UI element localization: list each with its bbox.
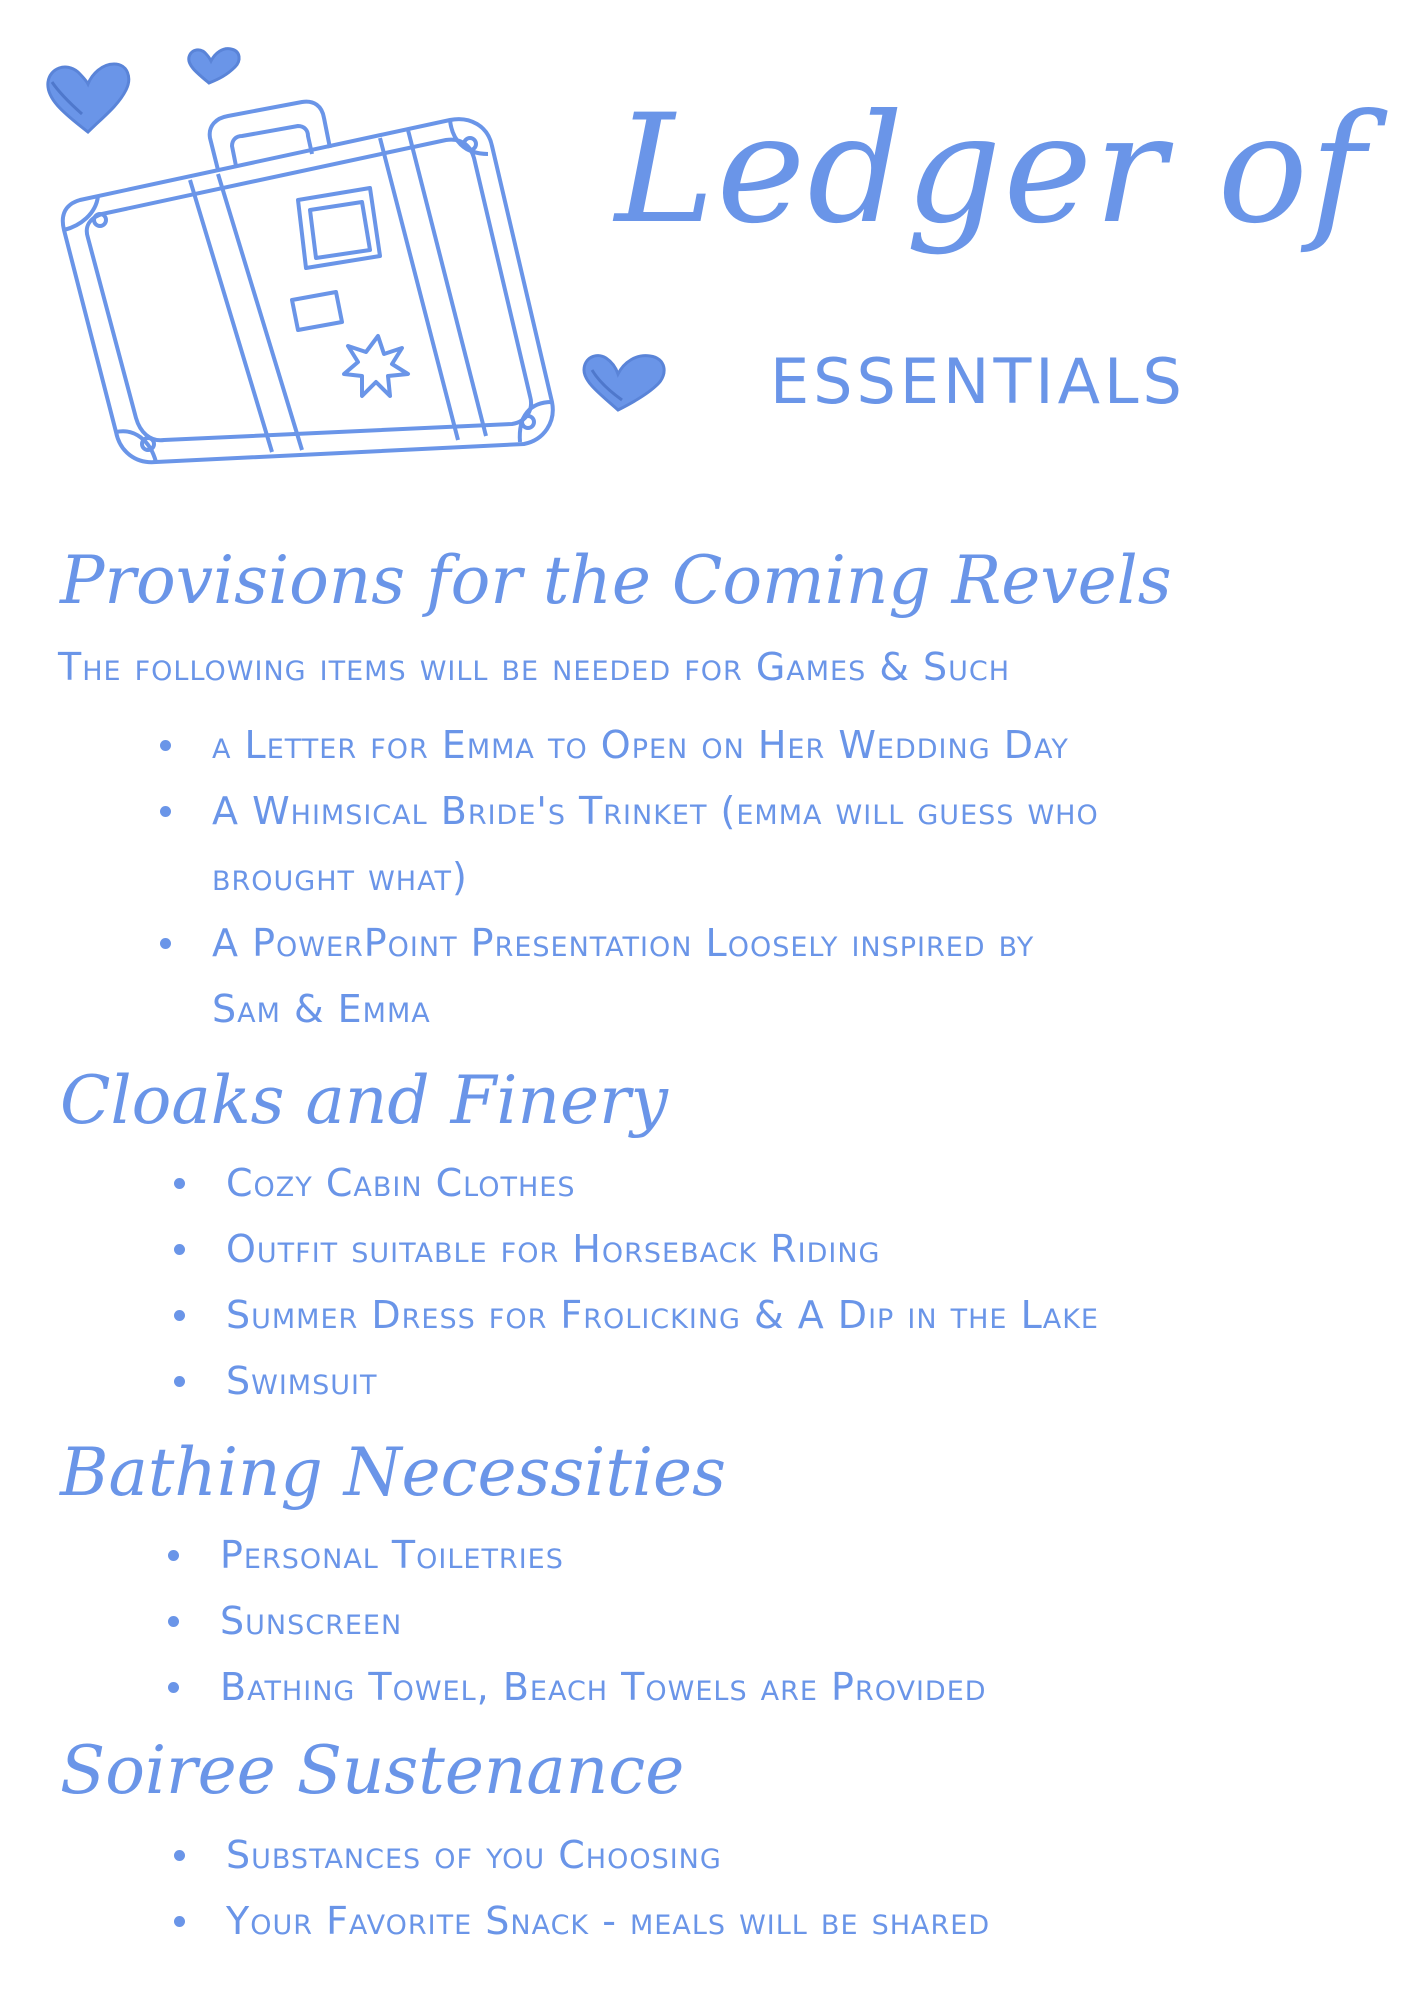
list-item: Cozy Cabin Clothes xyxy=(226,1150,1099,1216)
list-item: Bathing Towel, Beach Towels are Provided xyxy=(220,1654,987,1720)
page-subtitle: ESSENTIALS xyxy=(770,345,1186,418)
list-item: Summer Dress for Frolicking & A Dip in the Lake xyxy=(226,1282,1099,1348)
list-bathing xyxy=(220,1522,987,1720)
list-item: Your Favorite Snack - meals will be shared xyxy=(226,1888,990,1954)
list-item: a Letter for Emma to Open on Her Wedding Day xyxy=(212,712,1099,778)
list-item-continuation: Sam & Emma xyxy=(212,987,431,1031)
list-item: Sunscreen xyxy=(220,1588,987,1654)
list-item: Outfit suitable for Horseback Riding xyxy=(226,1216,1099,1282)
section-subtitle-provisions: The following items will be needed for Games & Such xyxy=(58,645,1011,689)
suitcase-icon xyxy=(40,30,560,490)
list-item: Swimsuit xyxy=(226,1348,1099,1414)
section-title-provisions: Provisions for the Coming Revels xyxy=(60,542,1172,619)
list-item-continuation: brought what) xyxy=(212,855,468,899)
list-provisions xyxy=(212,712,1099,1042)
list-cloaks xyxy=(226,1150,1099,1414)
heart-icon xyxy=(578,348,670,416)
section-title-soiree: Soiree Sustenance xyxy=(60,1732,685,1809)
section-title-bathing: Bathing Necessities xyxy=(60,1434,726,1511)
page-title: Ledger of xyxy=(615,83,1368,257)
list-soiree xyxy=(226,1822,990,1954)
list-item: A PowerPoint Presentation Loosely inspired by xyxy=(212,910,1099,976)
list-item: Substances of you Choosing xyxy=(226,1822,990,1888)
section-title-cloaks: Cloaks and Finery xyxy=(60,1062,668,1139)
list-item: A Whimsical Bride's Trinket (emma will guess who xyxy=(212,778,1099,844)
list-item: Personal Toiletries xyxy=(220,1522,987,1588)
